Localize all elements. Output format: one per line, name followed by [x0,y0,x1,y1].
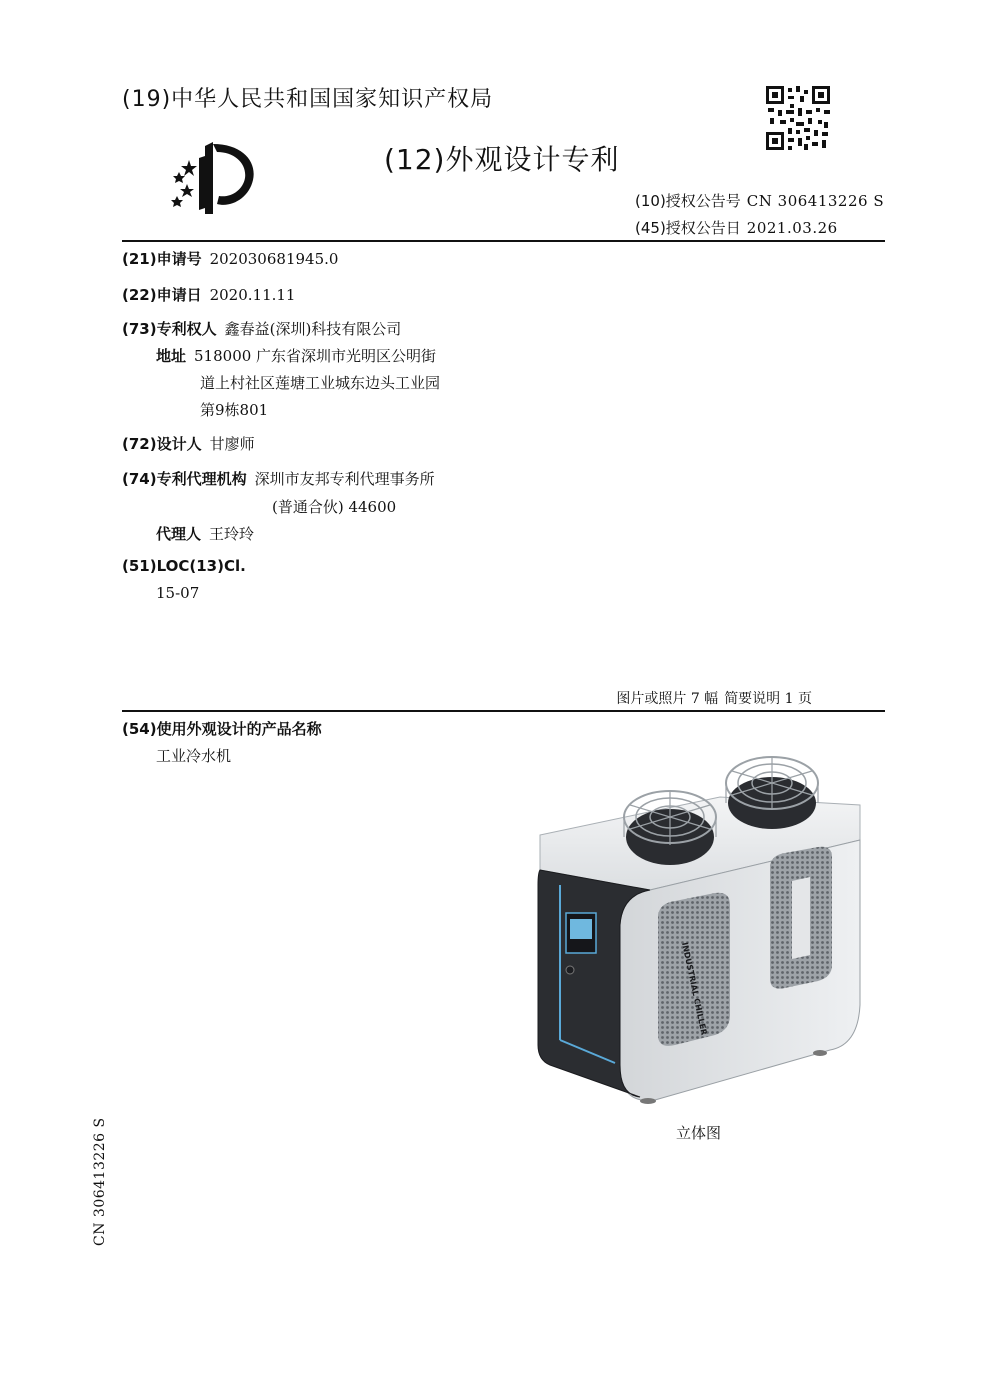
qr-code-icon [766,86,830,150]
address-label: 地址 [156,347,187,365]
patentee: 鑫春益(深圳)科技有限公司 [224,320,402,338]
agency-line-1: 深圳市友邦专利代理事务所 [254,470,435,488]
figure-count [610,688,812,708]
agent: 王玲玲 [209,525,255,543]
product-name-row [122,718,322,739]
application-number-row [122,248,338,269]
patent-office-logo-icon [165,138,261,218]
patentee-label: (73)专利权人 [122,320,217,338]
figure-count-text: 图片或照片 7 幅 [616,691,719,707]
agency-label: (74)专利代理机构 [122,470,247,488]
loc-class-value: 15-07 [156,584,200,602]
application-date-row [122,284,295,305]
loc-class-label: (51)LOC(13)Cl. [122,557,246,575]
product-name-label: (54)使用外观设计的产品名称 [122,720,322,738]
designer-label: (72)设计人 [122,435,202,453]
publication-date: 2021.03.26 [746,219,838,237]
chiller-illustration [530,745,870,1105]
address-line-1: 518000 广东省深圳市光明区公明街 [194,347,437,365]
agency-row [122,468,435,489]
designer: 甘廖师 [209,435,255,453]
publication-date-label: (45)授权公告日 [635,219,741,237]
product-name: 工业冷水机 [156,747,232,765]
side-publication-number: CN 306413226 S [92,1117,108,1246]
document-type: (12)外观设计专利 [384,143,620,176]
publication-number-label: (10)授权公告号 [635,192,741,210]
application-number-label: (21)申请号 [122,250,202,268]
publication-number-row [635,190,884,211]
header-divider [122,240,885,242]
section-divider [122,710,885,712]
application-number: 202030681945.0 [209,250,339,268]
fan-right-icon [726,757,818,829]
address-line-2: 道上村社区莲塘工业城东边头工业园 [200,374,441,392]
address-row [156,345,436,366]
agent-label: 代理人 [156,525,202,543]
designer-row [122,433,255,454]
address-line-3: 第9栋801 [200,401,269,419]
patentee-row [122,318,401,339]
application-date-label: (22)申请日 [122,286,202,304]
publication-date-row [635,217,838,238]
publication-number: CN 306413226 S [746,192,885,210]
loc-class-row [122,557,246,575]
agent-row [156,523,254,544]
machine-label: INDUSTRIAL CHILLER [680,941,709,1036]
view-caption: 立体图 [676,1124,722,1142]
application-date: 2020.11.11 [209,286,296,304]
office-name: (19)中华人民共和国国家知识产权局 [122,87,494,112]
description-pages: 简要说明 1 页 [724,691,812,707]
agency-line-2: (普通合伙) 44600 [272,498,397,516]
